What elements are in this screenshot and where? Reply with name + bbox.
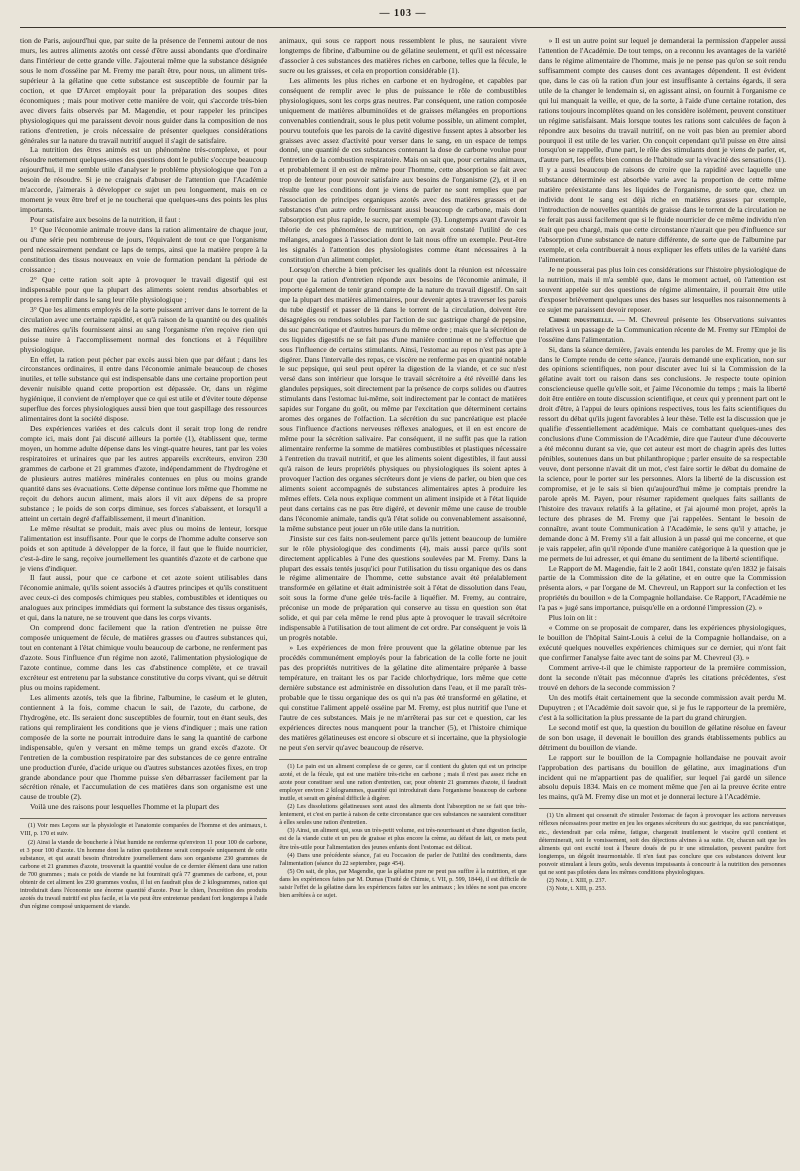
paragraph: animaux, qui sous ce rapport nous ressemblent le plus, ne sauraient vivre longtemps de fibrine, d'albumine ou de gélatine seulement, et qu'il est nécessaire d'associer à ces substances des matières riches en carbone, telles que la fécule, le sucre ou les graisses, et cela en proportion considérable (1). bbox=[279, 36, 527, 75]
paragraph: Le second motif est que, la question du bouillon de gélatine résolue en faveur de son bon usage, il devenait le bouillon des grands établissements publics au détriment du bouillon de viande. bbox=[538, 722, 786, 752]
section-heading: Chimie industrielle. bbox=[548, 314, 614, 324]
paragraph: Plus loin on lit : bbox=[548, 613, 597, 623]
footnotes bbox=[20, 818, 267, 911]
page-number: — 103 — bbox=[379, 8, 427, 19]
column-left bbox=[20, 36, 267, 1144]
paragraph: On comprend donc facilement que la ration d'entretien ne puisse être composée uniquement de fécule, de matières grasses ou d'autres substances qui, tout en contenant à l'état chimique voulu beaucoup de carbone, ne renferment pas d'azote. Sous l'influence d'un régime non azoté, l'alimentation physiologique de l'azote continue, comme dans les cas d'abstinence complète, et ce travail excréteur est entretenu par la substance constitutive du corps vivant, qui se détruit plus ou moins rapidement. bbox=[20, 623, 268, 692]
paragraph: Il faut aussi, pour que ce carbone et cet azote soient utilisables dans l'économie animale, qu'ils soient associés à d'autres principes et qu'ils constituent avec ceux-ci des composés chimiques peu stables, combustibles et identiques ou analogues aux principes immédiats qui forment la substance des tissus organisés, et qui, dans la nature, ne se trouvent que dans les corps vivants. bbox=[20, 573, 268, 623]
footnote: (3) Ainsi, un aliment qui, sous un très-petit volume, est très-nourrissant et d'une digestion facile, est de la viande cuite et un peu de graisse et plus encore la crème, au défaut de lait, ce mets peut être très-utile pour l'alimentation des jeunes enfants dont l'estomac est délicat. bbox=[279, 827, 527, 851]
footnote: (1) Voir mes Leçons sur la physiologie et l'anatomie comparées de l'homme et des animaux, t. VIII, p. 170 et suiv. bbox=[20, 822, 268, 838]
paragraph: » Il est un autre point sur lequel je demanderai la permission d'appeler aussi l'attention de l'Académie. De tout temps, on a reconnu les avantages de la variété dans le régime alimentaire de l'homme, mais je ne pense pas qu'on se soit rendu suffisamment compte des causes dont ces avantages dépendent. Il est évident que, dans le cas où la ration d'un jour est insuffisante à certains égards, il sera utile de la changer le lendemain si, en agissant ainsi, on fournit à l'organisme ce qui lui manquait la veille, et que, de la sorte, à l'aide d'une certaine rotation, des rations toujours incomplètes quand on les considère isolément, peuvent constituer un régime satisfaisant. Mais lorsque toutes les rations sont calculées de façon à répondre aux besoins du travail nutritif, on ne voit pas bien au premier abord pourquoi il est utile de les varier. On conçoit cependant qu'il puisse en être ainsi lorsqu'on se rappelle, d'une part, le rôle des stimulants dont je viens de parler, et, d'autre part, les effets bien connus de l'habitude sur la vivacité des sensations (1). Il y a aussi beaucoup de raisons de croire que la rapidité avec laquelle une substance déterminée est absorbée varie avec la proportion de cette même matière préexistante dans les liquides de l'organisme, de sorte que, chez un individu dont le sang est déjà riche en matières grasses par exemple, l'introduction de nouvelles quantités de graisse dans le torrent de la circulation ne se ferait pas aussi facilement que si le fluide nourricier de ce même individu n'en était que peu chargé, mais que cette circonstance n'aurait que peu d'influence sur l'absorption d'une substance de nature différente, de sorte que de l'albumine par exemple, et cela contribuerait à nous expliquer les effets utiles de la variété dans l'alimentation. bbox=[538, 36, 786, 264]
paragraph: Des expériences variées et des calculs dont il serait trop long de rendre compte ici, mais dont j'ai discuté ailleurs la portée (1), établissent que, terme moyen, un homme adulte dépense dans les vingt-quatre heures, tant par les voies respiratoires et urinaires que par les autres appareils excréteurs, environ 230 grammes de carbone et 21 grammes d'azote, indépendamment de l'hydrogène et de plusieurs autres matières minérales contenues en plus ou moins grande quantité dans ses évacuations. Cette dépense continue lors même que l'homme ne reçoit du dehors aucun aliment, mais alors il vit aux dépens de sa propre substance ; le poids de son corps diminue, ses forces s'abaissent, et lorsqu'il a atteint un certain degré d'affaiblissement, il meurt d'inanition. bbox=[20, 424, 268, 523]
footnote: (3) Note, t. XIII, p. 253. bbox=[546, 885, 607, 893]
section-lead: — M. Chevreul présente les Observations suivantes relatives à un passage de la Communication récente de M. Fremy sur l'Emploi de l'osséine dans l'alimentation. bbox=[538, 314, 786, 344]
column-right bbox=[539, 36, 786, 1144]
footnotes bbox=[539, 808, 786, 893]
paragraph: J'insiste sur ces faits non-seulement parce qu'ils jettent beaucoup de lumière sur le rôle physiologique des condiments (4), mais aussi parce qu'ils sont directement applicables à l'une des questions soulevées par M. Fremy. Dans la plupart des essais tentés jusqu'ici pour l'utilisation du tissu organique des os dans le régime alimentaire de l'homme, cette substance avait été préalablement transformée en gélatine et était administrée soit à l'état de dissolution dans l'eau, soit sous la forme d'une gelée très-facile à liquéfier. M. Fremy, au contraire, préconise un mode de préparation qui conserve au tissu en question son état solide, et qui par cela même le rend plus apte à provoquer le travail sécrétoire indispensable à l'utilisation de tout aliment de cet ordre. Par conséquent je vois là un progrès notable. bbox=[279, 533, 527, 643]
paragraph: Je ne pousserai pas plus loin ces considérations sur l'histoire physiologique de la nutrition, mais il m'a semblé que, dans le moment actuel, où l'attention est souvent appelée sur des questions de régime alimentaire, il pourrait être utile d'exposer brièvement quelques unes des bases sur lesquelles nos raisonnements à ce sujet me paraissent devoir reposer. bbox=[538, 264, 786, 314]
footnote: (1) Le pain est un aliment complexe de ce genre, car il contient du gluten qui est un principe azoté, et de la fécule, qui est une matière très-riche en carbone ; mais il n'est pas assez riche en azote pour constituer seul une ration d'entretien, car, pour obtenir 21 grammes d'azote, il faudrait employer environ 2 kilogrammes, quantité qui introduirait dans l'organisme beaucoup de carbone inutile, et serait en général difficile à digérer. bbox=[279, 762, 527, 802]
header-rule bbox=[20, 27, 786, 28]
paragraph: Le rapport sur le bouillon de la Compagnie hollandaise ne pouvait avoir l'approbation des partisans du bouillon de gélatine, aux imaginations d'un incident qui ne m'appartient pas de qualifier, sur lequel j'ai gardé un silence absolu depuis 1834. Mais en ce moment même que j'en ai la preuve écrite entre les mains, qu'à M. Fremy dise un mot et je donnerai lecture à l'Académie. bbox=[538, 752, 786, 802]
paragraph: Un des motifs était certainement que la seconde commission avait perdu M. Dupuytren ; et l'Académie doit savoir que, si je fus le rapporteur de la première, c'est à la sollicitation la plus pressante de la part du grand chirurgien. bbox=[538, 692, 786, 722]
footnotes bbox=[279, 759, 526, 901]
footnote: (4) Dans une précédente séance, j'ai eu l'occasion de parler de l'utilité des condiments, dans l'alimentation (séance du 22 septembre, page 454). bbox=[279, 851, 527, 867]
paragraph: Voilà une des raisons pour lesquelles l'homme et la plupart des bbox=[30, 802, 220, 812]
paragraph: » Les expériences de mon frère prouvent que la gélatine obtenue par les procédés communément employés pour la fabrication de la colle forte ne jouit pas des propriétés nutritives de la gélatine dite alimentaire préparée à basse température, en traitant les os par l'acide chlorhydrique, lors même que cette dernière substance est administrée en dissolution dans l'eau, et il me paraît très-probable que le tissu organique des os qui n'a pas été transformé en gélatine, et qui constitue l'aliment appelé osséine par M. Fremy, est plus nutritif que l'une et l'autre de ces substances. Mais je ne m'arrêterai pas sur cet e question, car les expériences directes nous manquent pour la trancher (5), et l'histoire chimique des matières gélatineuses est encore si obscure et si incertaine, que la physiologie ne peut s'en servir qu'avec beaucoup de réserve. bbox=[279, 643, 527, 752]
paragraph: Le Rapport de M. Magendie, fait le 2 août 1841, constate qu'en 1832 je faisais partie de la Commission dite de la gélatine, et en outre que la Commission présenta alors, « par l'organe de M. Chevreul, un Rapport sur la confection et les propriétés du bouillon » de la Compagnie hollandaise. Ce Rapport, l'Académie ne l'a pas » jugé sans importance, puisqu'elle en a ordonné l'impression (2). » bbox=[538, 563, 786, 613]
paragraph: En effet, la ration peut pécher par excès aussi bien que par défaut ; dans les circonstances ordinaires, il entre dans l'économie animale beaucoup de choses inutiles, et telle substance qui est indispensable dans une certaine proportion peut devenir nuisible quand cette proportion est dépassée. Or, dans un régime hygiénique, il convient de n'employer que ce qui est utile et d'éviter toute dépense superflue des forces physiologiques aussi bien que tout gaspillage des ressources alimentaires dont la société dispose. bbox=[20, 354, 268, 424]
footnote: (2) Les dissolutions gélatineuses sont aussi des aliments dont l'absorption ne se fait que très-lentement, et c'est en partie à raison de cette circonstance que ces substances ne sauraient constituer à elles seules une ration d'entretien. bbox=[279, 803, 527, 827]
col1-body bbox=[20, 36, 267, 812]
paragraph: 3° Que les aliments employés de la sorte puissent arriver dans le torrent de la circulation avec une certaine rapidité, et qu'à raison de la quantité ou des qualités des matières qu'ils fournissent ainsi au sang l'organisme n'en reçoive rien qui puisse nuire à l'accomplissement normal des fonctions et à l'équilibre physiologique. bbox=[20, 304, 268, 354]
footnote: (5) On sait, de plus, par Magendie, que la gélatine pure ne peut pas suffire à la nutrition, et que dans les expériences faites par M. Dumas (Traité de Chimie, t. VII, p. 599, 1844), il est difficile de saisir l'effet de la gélatine dans les expériences faites sur les animaux ; les idées ne sont pas encore bien arrêtées à ce sujet. bbox=[279, 867, 527, 900]
paragraph: Comment arrive-t-il que le chimiste rapporteur de la première commission, dont la seconde n'était pas méconnue d'après les citations précédentes, s'est trouvé en dehors de la seconde commission ? bbox=[538, 663, 786, 692]
column-middle bbox=[279, 36, 526, 1144]
footnote: (1) Un aliment qui cesserait d'e stimuler l'estomac de façon à provoquer les actions nerveuses réflexes nécessaires pour mettre en jeu les organes sécréteurs du suc gastrique, du suc pancréatique, etc., deviendrait par cela même, fatigue, chargerait inutilement le viscère qu'il contient et déterminerait, soit le vomissement, soit des déjections alvines à sa suite. Or, chacun sait que les aliments qui ont excité tout à l'heure doués de pu ir une stimulation, peuvent paraître fort longtemps, un dégoût insurmontable. Il n'en faut pas conclure que ces substances doivent leur pouvoir stimulant à leurs goûts, seuls devenus impuissants à concourir à la nutrition des personnes qui ne sont pas pilotées dans les mêmes conditions physiologiques. bbox=[538, 812, 786, 877]
paragraph: « Comme on se proposait de comparer, dans les expériences physiologiques, le bouillon de l'hôpital Saint-Louis à celui de la Compagnie hollandaise, on a exécuté quelques nouvelles expériences chimiques sur ce dernier, qui n'ont fait que confirmer l'analyse faite avec tant de soins par M. Chevreul (3). » bbox=[538, 623, 786, 663]
paragraph: 1° Que l'économie animale trouve dans la ration alimentaire de chaque jour, ou d'une série peu nombreuse de jours, l'équivalent de tout ce que l'organisme perd nécessairement pendant ce laps de temps, ainsi que la matière propre à la constitution des tissus nouveaux en voie de formation pendant la période de croissance ; bbox=[20, 225, 268, 274]
section-paragraph bbox=[539, 315, 786, 345]
paragraph: Pour satisfaire aux besoins de la nutrition, il faut : bbox=[30, 215, 181, 225]
paragraph: Le même résultat se produit, mais avec plus ou moins de lenteur, lorsque l'alimentation est insuffisante. Pour que le corps de l'homme adulte conserve son poids et son aptitude à développer de la force, il faut que le fluide nourricier, c'est-à-dire le sang, reçoive journellement les quantités d'azote et de carbone que je viens d'indiquer. bbox=[20, 523, 268, 573]
paragraph: 2° Que cette ration soit apte à provoquer le travail digestif qui est indispensable pour que la plupart des aliments soient rendus absorbables et propres à remplir dans le sang leur rôle physiologique ; bbox=[20, 274, 268, 304]
col3-body bbox=[539, 36, 786, 802]
paragraph: Lorsqu'on cherche à bien préciser les qualités dont la réunion est nécessaire pour que la ration d'entretien réponde aux besoins de l'économie animale, il importe également de tenir grand compte de la nature du travail digestif. On sait que la plupart des matières alimentaires, pour devenir aptes à traverser les parois du tube digestif et passer de là dans le torrent de la circulation, doivent être désagrégées ou rendues solubles par l'action de suc gastrique chargé de pepsine, du suc pancréatique et d'autres humeurs du même ordre ; mais que la sécrétion de ces liquides digestifs ne se fait pas d'une manière continue et ne s'effectue que sous l'influence de certains stimulants. Ainsi, l'estomac au repos n'est pas apte à digérer. Dans l'intervalle des repas, ce viscère ne renferme pas en quantité notable le suc pepsique, qui seul peut opérer la digestion de la viande, et ce suc n'est versé dans son intérieur que lorsque le travail sécrétoire a été réveillé dans les glandules pepsiques, soit directement par la présence de corps solides ou d'autres stimulants dans l'estomac lui-même, soit indirectement par le contact de matières sapides sur l'organe du goût, ou même par l'excitation que déterminent certains aromes des organes de l'olfaction. La sécrétion du suc pancréatique est placée sous l'influence d'actions nerveuses réflexes analogues, et il en est encore de même pour la sécrétion salivaire. Par conséquent, il ne suffit pas que la ration alimentaire renferme la somme de matières combustibles et plastiques nécessaire à l'entretien du travail nutritif, et que les aliments soient digestibles, il faut aussi qu'à raison de leurs propriétés physiques ou physiologiques ils soient aptes à provoquer l'action des organes sécréteurs dont je viens de parler, ou bien que ces aliments soient accompagnés de substances alimentaires aptes à produire les mêmes effets. Cela nous explique comment un aliment insipide et à l'état liquide peut dans certains cas ne pas être digéré, et devenir même une cause de trouble dans l'économie animale, tandis qu'à l'état solide ou convenablement assaisonné, la même substance peut jouer un rôle utile dans la nutrition. bbox=[279, 264, 527, 533]
paragraph: tion de Paris, aujourd'hui que, par suite de la présence de l'ennemi autour de nos murs, les autres aliments azotés ont cessé d'être aussi abondants que d'ordinaire dans l'intérieur de cette grande ville. J'ajouterai même que la substance désignée sous le nom d'osséine par M. Fremy me paraît être, pour nous, un aliment très-supérieur à la gélatine que cette substance est susceptible de fournir par la coction, et que D'Arcet employait pour la préparation des soupes dites économiques ; mais pour motiver cette manière de voir, qui s'accorde très-bien avec divers faits observés par M. Magendie, et pour rappeler les principes physiologiques qui me paraissent devoir nous guider dans la composition de nos rations d'entretien, je crois nécessaire de présenter quelques considérations générales sur la nature du travail nutritif auquel il s'agit de satisfaire. bbox=[20, 36, 268, 145]
col2-body bbox=[279, 36, 526, 753]
footnote: (2) Ainsi la viande de boucherie à l'état humide ne renferme qu'environ 11 pour 100 de carbone, et 3 pour 100 d'azote. Un homme dont la ration quotidienne serait composée uniquement de cette substance, et qui aurait besoin d'introduire journellement dans son organisme 230 grammes de carbone et 21 grammes d'azote, trouverait la quantité voulue de ce dernier élément dans une ration de 700 grammes ; mais ce poids de viande ne lui fournirait qu'à 77 grammes de carbone, et, pour obtenir de cet aliment les 230 grammes voulus, il lui en faudrait plus de 2 kilogrammes, ration qui introduirait dans l'économie une énorme quantité d'azote. Pour le chien, l'excrétion des produits azotés du travail nutritif est plus facile, et la vie peut être entretenue pendant fort longtemps à l'aide d'un régime composé uniquement de viande. bbox=[20, 838, 268, 911]
footnote: (2) Note, t. XIII, p. 237. bbox=[546, 877, 607, 885]
paragraph: Les aliments azotés, tels que la fibrine, l'albumine, le caséum et le gluten, contiennent à la fois, comme chacun le sait, de l'azote, du carbone, de l'hydrogène, etc. Ils seraient donc susceptibles de fournir, tout en étant seuls, des rations qui rempliraient les conditions que je viens d'indiquer ; mais une ration composée de la sorte ne pourrait introduire dans le sang la quantité de carbone indispensable, qu'en y versant en même temps un grand excès d'azote. Or l'entretien de la combustion respiratoire par des substances de ce genre entraîne une production d'urée, d'acide urique ou d'autres substances azotées fixes, en trop grande abondance pour que l'homme puisse s'en débarrasser facilement par la sécrétion rénale, et l'accumulation de ces matières dans son organisme est une cause de trouble (2). bbox=[20, 692, 268, 802]
text-columns bbox=[20, 36, 786, 1144]
paragraph: La nutrition des êtres animés est un phénomène très-complexe, et pour résoudre nettement quelques-unes des questions dont le public s'occupe beaucoup aujourd'hui, il me semble utile d'analyser le problème physiologique que l'on a besoin de résoudre. Si je ne craignais d'abuser de l'attention que l'Académie m'accorde, j'aimerais à développer ce sujet un peu longuement, mais en ce moment je veux être bref et je ne toucherai que quelques-uns des points les plus importants. bbox=[20, 145, 268, 215]
paragraph: Les aliments les plus riches en carbone et en hydrogène, et capables par conséquent de remplir avec le plus de puissance le rôle de combustibles physiologiques, sont les corps gras neutres. Par conséquent, une ration composée uniquement de matières albuminoïdes et de graisses mélangées en proportions convenables contiendrait, sous le plus petit volume possible, un aliment complet, pourvu toutefois que les parois de la cavité digestive fussent aptes à absorber les graisses avec assez d'activité pour verser dans le sang, en un espace de temps donné, une quantité de ces substances contenant la dose de carbone voulue pour l'entretien de la combustion respiratoire. Mais on sait que, pour certains animaux, et probablement il en est de même pour l'homme, cette absorption se fait avec trop de lenteur pour pouvoir satisfaire aux besoins de l'organisme (2), et il en résulte que les conditions dont je viens de parler ne sont remplies que par l'association de principes organiques azotés avec des matières grasses et de substances d'un autre ordre fournissant aussi beaucoup de carbone, mais dont l'absorption est plus rapide, le sucre, par exemple (3). Longtemps avant d'avoir la théorie de ces phénomènes de nutrition, on avait constaté l'utilité de ces mélanges, analogues à l'association dont le lait nous offre un exemple. Peut-être les signalés à l'attention des physiologistes comme étant nécessaires à la constitution d'un aliment complet. bbox=[279, 75, 527, 264]
paragraph: Si, dans la séance dernière, j'avais entendu les paroles de M. Fremy que je lis dans le Compte rendu de cette séance, j'aurais demandé une explication, non sur des opinions scientifiques, non pour discuter avec lui si la Commission de la gélatine avait tort ou raison dans ses conclusions. Je respecte toute opinion consciencieuse quelle qu'elle soit, et j'aime l'économie du temps ; mais la liberté doit être entière en toute discussion scientifique, et ceux qui y prennent part ont le droit d'être, à l'appui de leurs opinions respectives, tous les faits scientifiques du ressort du débat qu'ils jugent favorables à leur thèse. Telle est la discussion que je qualifie d'essentiellement académique. Mais ce combattant quelques-unes des conclusions d'une Commission de l'Académie, dire que l'auteur d'une découverte a été méconnu durant sa vie, que cet auteur est mort de chagrin après des luttes pénibles, soutenues dans un but philanthropique ; parler ensuite de sa respectable veuve, dont personne n'avait dit un mot, c'est faire sortir le débat du domaine de la science, pour le porter sur les personnes. Alors la liberté de la discussion est compromise, et je le sais si bien qu'aujourd'hui même je comptais prendre la parole après M. Payen, pour résumer rapidement quelques faits saillants de l'histoire des travaux relatifs à la gélatine, et j'ai ajourné mon projet, après la lecture des phrases de M. Fremy que j'ai rappelées. Sentant le besoin de connaître, avant toute Communication à l'Académie, le sens qu'il y attache, je demande donc à M. Fremy s'il a fait allusion à un passé qui me concerne, et que je vais rappeler, afin qu'il réponde d'une manière catégorique à la question que je me permets de lui adresser, et qui émane du sentiment de la liberté scientifique. bbox=[538, 344, 786, 563]
